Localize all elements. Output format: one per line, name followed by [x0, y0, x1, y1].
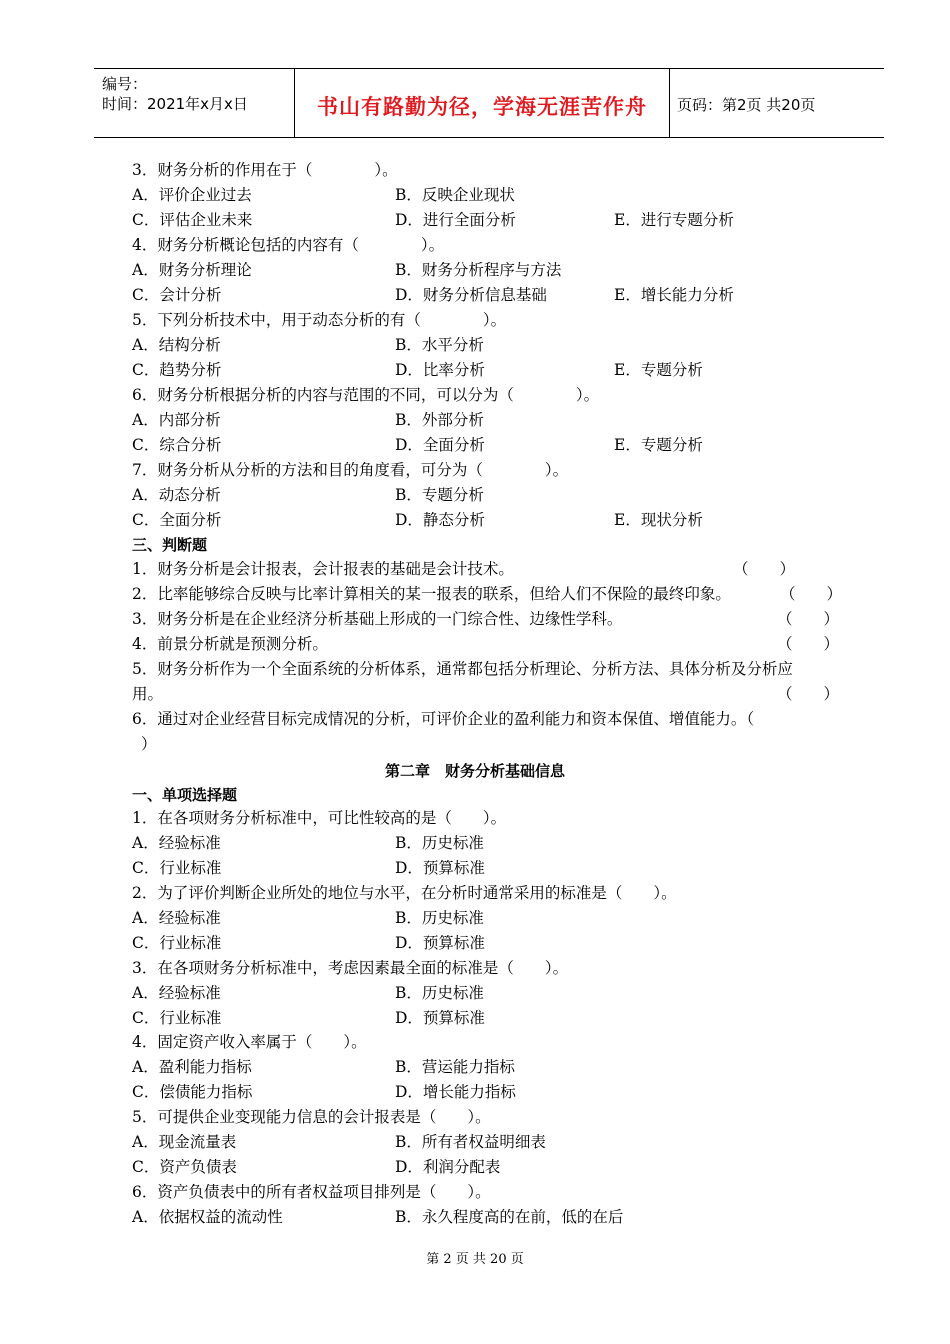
option: D．预算标准 [395, 934, 485, 952]
option: D．预算标准 [395, 859, 485, 877]
question-stem: 4．固定资产收入率属于（ ）。 [132, 1033, 367, 1051]
chapter-title: 第二章 财务分析基础信息 [384, 762, 565, 780]
judge-item-continuation: 用。 [132, 685, 164, 703]
option: B．历史标准 [395, 834, 484, 852]
header-page-cell [669, 69, 884, 137]
option: E．进行专题分析 [614, 211, 734, 229]
section-title: 一、单项选择题 [132, 786, 238, 804]
judge-item: 4．前景分析就是预测分析。 [132, 635, 328, 653]
option: D．利润分配表 [395, 1158, 501, 1176]
option: E．现状分析 [614, 511, 703, 529]
option: C．行业标准 [132, 859, 222, 877]
option: E．专题分析 [614, 361, 703, 379]
option: B．营运能力指标 [395, 1058, 515, 1076]
judge-item: 1．财务分析是会计报表，会计报表的基础是会计技术。 [132, 560, 514, 578]
option: A．盈利能力指标 [132, 1058, 252, 1076]
option: C．趋势分析 [132, 361, 222, 379]
question-stem: 5．下列分析技术中，用于动态分析的有（ ）。 [132, 311, 507, 329]
option: D．全面分析 [395, 436, 485, 454]
option: C．全面分析 [132, 511, 222, 529]
option: B．专题分析 [395, 486, 484, 504]
motto: 书山有路勤为径，学海无涯苦作舟 [317, 95, 647, 119]
section-title: 三、判断题 [132, 536, 208, 554]
judge-item: 5．财务分析作为一个全面系统的分析体系，通常都包括分析理论、分析方法、具体分析及分析应 [132, 660, 793, 678]
option: B．永久程度高的在前，低的在后 [395, 1208, 624, 1226]
option: C．会计分析 [132, 286, 222, 304]
question-stem: 4．财务分析概论包括的内容有（ ）。 [132, 236, 445, 254]
answer-paren: （ ） [733, 560, 796, 578]
option: C．偿债能力指标 [132, 1083, 253, 1101]
option: B．财务分析程序与方法 [395, 261, 562, 279]
option: B．反映企业现状 [395, 186, 515, 204]
question-stem: 6．资产负债表中的所有者权益项目排列是（ ）。 [132, 1183, 491, 1201]
judge-item-continuation: ） [141, 735, 157, 753]
option: D．静态分析 [395, 511, 485, 529]
page-footer: 第 2 页 共 20 页 [426, 1252, 524, 1267]
option: E．专题分析 [614, 436, 703, 454]
option: A．经验标准 [132, 909, 221, 927]
question-stem: 5．可提供企业变现能力信息的会计报表是（ ）。 [132, 1108, 491, 1126]
option: A．经验标准 [132, 984, 221, 1002]
question-stem: 7．财务分析从分析的方法和目的角度看，可分为（ ）。 [132, 461, 569, 479]
answer-paren: （ ） [777, 635, 840, 653]
option: B．所有者权益明细表 [395, 1133, 546, 1151]
question-stem: 1．在各项财务分析标准中，可比性较高的是（ ）。 [132, 809, 507, 827]
option: B．外部分析 [395, 411, 484, 429]
question-stem: 6．财务分析根据分析的内容与范围的不同，可以分为（ ）。 [132, 386, 600, 404]
judge-item: 2．比率能够综合反映与比率计算相关的某一报表的联系，但给人们不保险的最终印象。 [132, 585, 731, 603]
option: A．依据权益的流动性 [132, 1208, 283, 1226]
option: C．综合分析 [132, 436, 222, 454]
option: C．行业标准 [132, 1009, 222, 1027]
judge-item: 6．通过对企业经营目标完成情况的分析，可评价企业的盈利能力和资本保值、增值能力。（ [132, 710, 755, 728]
option: B．历史标准 [395, 909, 484, 927]
answer-paren: （ ） [780, 585, 843, 603]
option: C．行业标准 [132, 934, 222, 952]
question-stem: 3．财务分析的作用在于（ ）。 [132, 161, 398, 179]
option: B．历史标准 [395, 984, 484, 1002]
option: D．财务分析信息基础 [395, 286, 547, 304]
option: D．预算标准 [395, 1009, 485, 1027]
option: D．比率分析 [395, 361, 485, 379]
question-stem: 3．在各项财务分析标准中，考虑因素最全面的标准是（ ）。 [132, 959, 569, 977]
option: A．现金流量表 [132, 1133, 237, 1151]
header-motto-cell [294, 69, 670, 137]
option: A．财务分析理论 [132, 261, 252, 279]
option: A．内部分析 [132, 411, 221, 429]
option: E．增长能力分析 [614, 286, 734, 304]
option: A．经验标准 [132, 834, 221, 852]
option: A．结构分析 [132, 336, 221, 354]
option: A．评价企业过去 [132, 186, 252, 204]
option: A．动态分析 [132, 486, 221, 504]
judge-item: 3．财务分析是在企业经济分析基础上形成的一门综合性、边缘性学科。 [132, 610, 623, 628]
page-label: 页码：第2页 共20页 [677, 96, 816, 114]
option: B．水平分析 [395, 336, 484, 354]
option: C．资产负债表 [132, 1158, 237, 1176]
answer-paren: （ ） [777, 685, 840, 703]
question-stem: 2．为了评价判断企业所处的地位与水平，在分析时通常采用的标准是（ ）。 [132, 884, 677, 902]
option: C．评估企业未来 [132, 211, 253, 229]
page-header [94, 68, 884, 138]
option: D．进行全面分析 [395, 211, 516, 229]
answer-paren: （ ） [777, 610, 840, 628]
option: D．增长能力指标 [395, 1083, 516, 1101]
code-label: 编号： [102, 75, 148, 93]
time-label: 时间：2021年x月x日 [102, 95, 248, 113]
header-info-cell [94, 69, 294, 137]
